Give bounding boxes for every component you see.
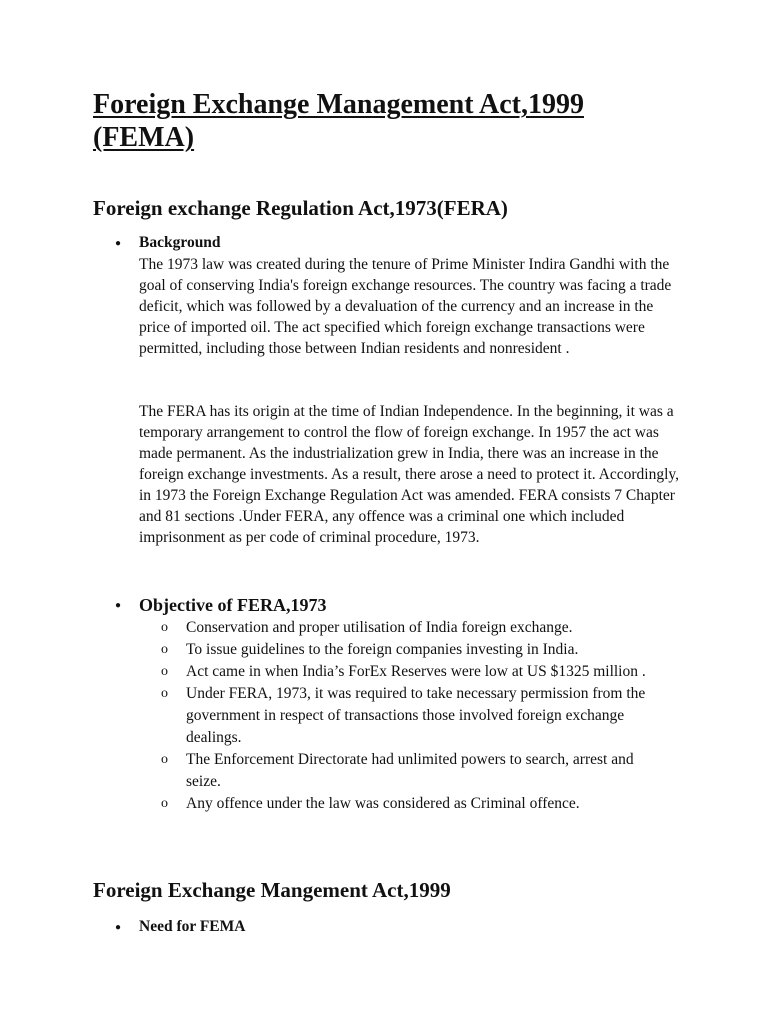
hollow-bullet-icon: o bbox=[161, 752, 168, 767]
bullet-icon: ● bbox=[115, 922, 122, 933]
hollow-bullet-icon: o bbox=[161, 620, 168, 635]
list-item-text: To issue guidelines to the foreign companies investing in India. bbox=[186, 641, 579, 658]
document-title: Foreign Exchange Management Act,1999 (FEMA) bbox=[93, 89, 584, 153]
objective-label: Objective of FERA,1973 bbox=[139, 595, 327, 615]
list-item bbox=[161, 683, 661, 749]
hollow-bullet-icon: o bbox=[161, 642, 168, 657]
section-heading-fera: Foreign exchange Regulation Act,1973(FERA) bbox=[93, 196, 508, 220]
list-item-text: The Enforcement Directorate had unlimited powers to search, arrest and seize. bbox=[186, 751, 634, 790]
background-paragraph-1: The 1973 law was created during the tenure of Prime Minister Indira Gandhi with the goal of conserving India's foreign exchange resources. The country was facing a trade deficit, which was followed by a devaluation of the currency and an increase in the price of imported oil. The act specified which foreign exchange transactions were permitted, including those between Indian residents and nonresident . bbox=[139, 256, 672, 357]
bullet-icon: ● bbox=[115, 238, 122, 249]
list-item-text: Act came in when India’s ForEx Reserves were low at US $1325 million . bbox=[186, 663, 646, 680]
list-item-text: Conservation and proper utilisation of India foreign exchange. bbox=[186, 619, 573, 636]
background-paragraph-2: The FERA has its origin at the time of Indian Independence. In the beginning, it was a temporary arrangement to control the flow of foreign exchange. In 1957 the act was made permanent. As the industrialization grew in India, there was an increase in the foreign exchange investments. As a result, there arose a need to protect it. Accordingly, in 1973 the Foreign Exchange Regulation Act was amended. FERA consists 7 Chapter and 81 sections .Under FERA, any offence was a criminal one which included imprisonment as per code of criminal procedure, 1973. bbox=[139, 403, 680, 546]
hollow-bullet-icon: o bbox=[161, 686, 168, 701]
list-item bbox=[161, 793, 661, 815]
background-label: Background bbox=[139, 234, 221, 251]
need-for-fema-label: Need for FEMA bbox=[139, 918, 246, 935]
hollow-bullet-icon: o bbox=[161, 796, 168, 811]
list-item bbox=[161, 749, 661, 793]
list-item-text: Under FERA, 1973, it was required to take necessary permission from the government in respect of transactions those involved foreign exchange dealings. bbox=[186, 685, 646, 746]
list-item bbox=[161, 639, 661, 661]
objective-list bbox=[161, 617, 661, 815]
section-heading-fema: Foreign Exchange Mangement Act,1999 bbox=[93, 878, 451, 902]
list-item-text: Any offence under the law was considered as Criminal offence. bbox=[186, 795, 580, 812]
hollow-bullet-icon: o bbox=[161, 664, 168, 679]
list-item bbox=[161, 617, 661, 639]
bullet-icon: ● bbox=[115, 600, 122, 611]
list-item bbox=[161, 661, 661, 683]
